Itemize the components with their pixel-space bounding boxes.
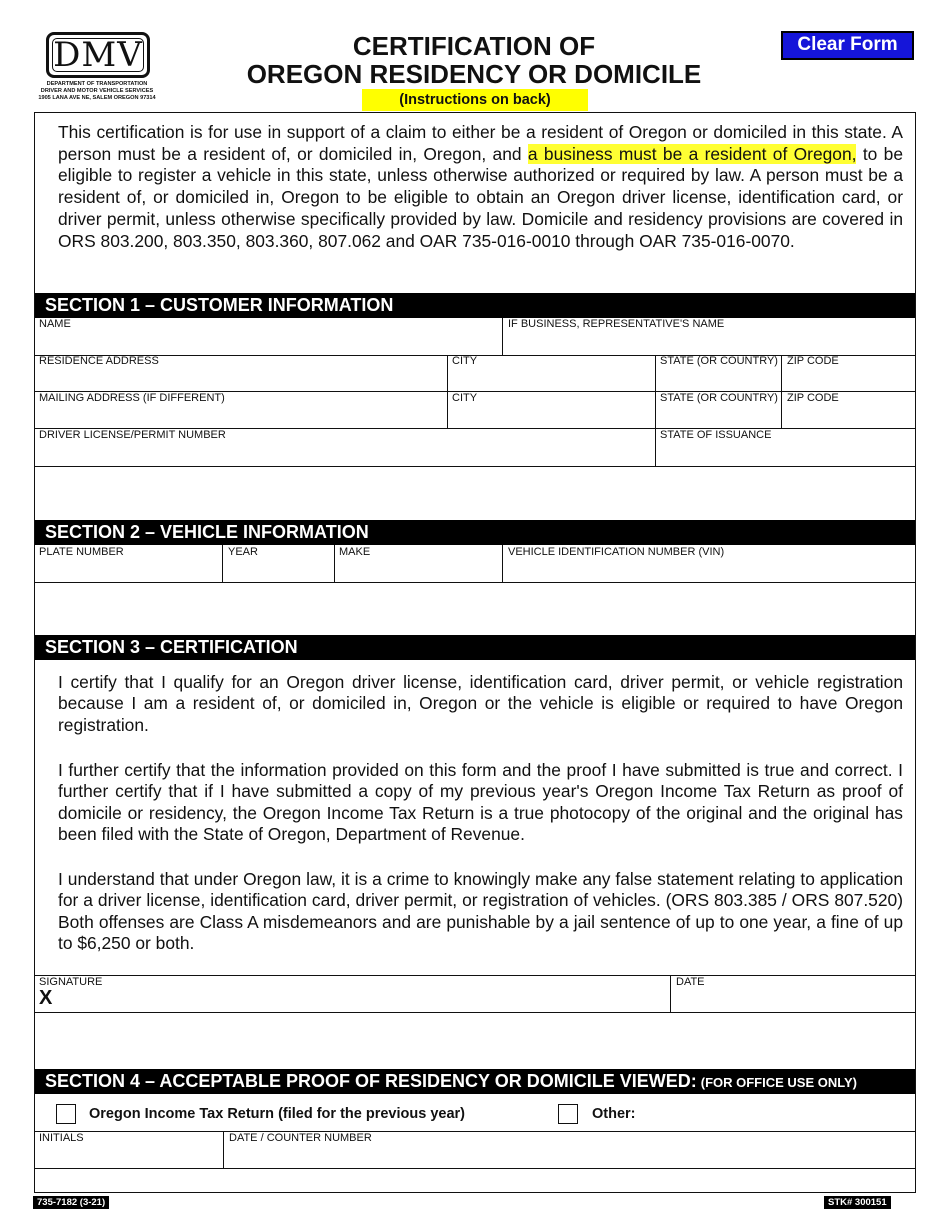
intro-highlight: a business must be a resident of Oregon, (527, 143, 857, 164)
certification-paragraph-1: I certify that I qualify for an Oregon driver license, identification card, driver permit, or vehicle registration because I am a resident of, or domiciled in, Oregon or the vehicle is eligible or required to have Oregon registration. (58, 672, 903, 735)
page-title-line-2: OREGON RESIDENCY OR DOMICILE (246, 59, 702, 89)
section-4-title: SECTION 4 – ACCEPTABLE PROOF OF RESIDENCY OR DOMICILE VIEWED: (45, 1071, 697, 1091)
mailing-address-field[interactable]: MAILING ADDRESS (IF DIFFERENT) (39, 392, 225, 404)
residence-zip-field[interactable]: ZIP CODE (787, 355, 839, 367)
residence-state-field[interactable]: STATE (OR COUNTRY) (660, 355, 778, 367)
residence-address-field[interactable]: RESIDENCE ADDRESS (39, 355, 159, 367)
page-title-line-1: CERTIFICATION OF (352, 31, 596, 61)
certification-paragraph-2: I further certify that the information provided on this form and the proof I have submitted is true and correct. I further certify that if I have submitted a copy of my previous year's Oregon Income Tax Return as proof of domicile or residency, the Oregon Income Tax Return is a true photocopy of the original and the original has been filed with the State of Oregon, Department of Revenue. (58, 760, 903, 844)
intro-paragraph (58, 122, 903, 252)
other-label: Other: (592, 1106, 636, 1122)
dmv-logo-text: DMV (53, 35, 143, 75)
tax-return-checkbox[interactable] (56, 1104, 76, 1124)
certification-paragraph-3: I understand that under Oregon law, it is a crime to knowingly make any false statement relating to application for a driver license, identification card, driver permit, or registration of vehicles. (ORS 803.385 / ORS 807.520) Both offenses are Class A misdemeanors and are punishable by a jail sentence of up to one year, a fine of up to $6,250 or both. (58, 869, 903, 953)
dmv-logo (35, 32, 159, 104)
intro-text-start: This certification is for use in support of a claim to either be a resident of Oregon or domiciled in this state. A person must be a resident of, or domiciled in, Oregon, and (58, 122, 903, 164)
residence-city-field[interactable]: CITY (452, 355, 478, 367)
plate-number-field[interactable]: PLATE NUMBER (39, 546, 124, 558)
other-checkbox[interactable] (558, 1104, 578, 1124)
mailing-city-field[interactable]: CITY (452, 392, 478, 404)
form-number: 735-7182 (3-21) (33, 1196, 109, 1209)
year-field[interactable]: YEAR (228, 546, 258, 558)
date-field[interactable]: DATE (676, 976, 705, 988)
section-1-header: SECTION 1 – CUSTOMER INFORMATION (35, 293, 915, 318)
vin-field[interactable]: VEHICLE IDENTIFICATION NUMBER (VIN) (508, 546, 725, 558)
state-of-issuance-field[interactable]: STATE OF ISSUANCE (660, 429, 772, 441)
signature-field[interactable]: SIGNATURE (39, 976, 103, 988)
section-3-header: SECTION 3 – CERTIFICATION (35, 635, 915, 660)
logo-sub-line-1: DEPARTMENT OF TRANSPORTATION (46, 81, 148, 87)
signature-x-mark: X (39, 987, 53, 1009)
logo-sub-line-2: DRIVER AND MOTOR VEHICLE SERVICES (40, 88, 154, 94)
make-field[interactable]: MAKE (339, 546, 371, 558)
section-2-header: SECTION 2 – VEHICLE INFORMATION (35, 520, 915, 545)
representative-name-field[interactable]: IF BUSINESS, REPRESENTATIVE'S NAME (508, 318, 725, 330)
section-4-office-note: (FOR OFFICE USE ONLY) (700, 1075, 857, 1090)
logo-sub-line-3: 1905 LANA AVE NE, SALEM OREGON 97314 (38, 95, 156, 101)
stock-number: STK# 300151 (824, 1196, 891, 1209)
clear-form-button[interactable]: Clear Form (781, 31, 914, 60)
section-4-header (35, 1069, 915, 1094)
instructions-note: (Instructions on back) (362, 89, 588, 111)
driver-license-number-field[interactable]: DRIVER LICENSE/PERMIT NUMBER (39, 429, 226, 441)
date-counter-number-field[interactable]: DATE / COUNTER NUMBER (229, 1132, 372, 1144)
mailing-zip-field[interactable]: ZIP CODE (787, 392, 839, 404)
dmv-logo-mark (46, 32, 150, 78)
tax-return-label: Oregon Income Tax Return (filed for the previous year) (89, 1106, 465, 1122)
initials-field[interactable]: INITIALS (39, 1132, 84, 1144)
name-field[interactable]: NAME (39, 318, 71, 330)
intro-text-end: to be eligible to register a vehicle in this state, unless otherwise authorized or required by law. A person must be a resident of, or domiciled in, Oregon to be eligible to obtain an Oregon driver license, identification card, or driver permit, unless otherwise specifically provided by law. Domicile and residency provisions are covered in ORS 803.200, 803.350, 803.360, 807.062 and OAR 735-016-0010 through OAR 735-016-0070. (58, 143, 904, 251)
mailing-state-field[interactable]: STATE (OR COUNTRY) (660, 392, 778, 404)
